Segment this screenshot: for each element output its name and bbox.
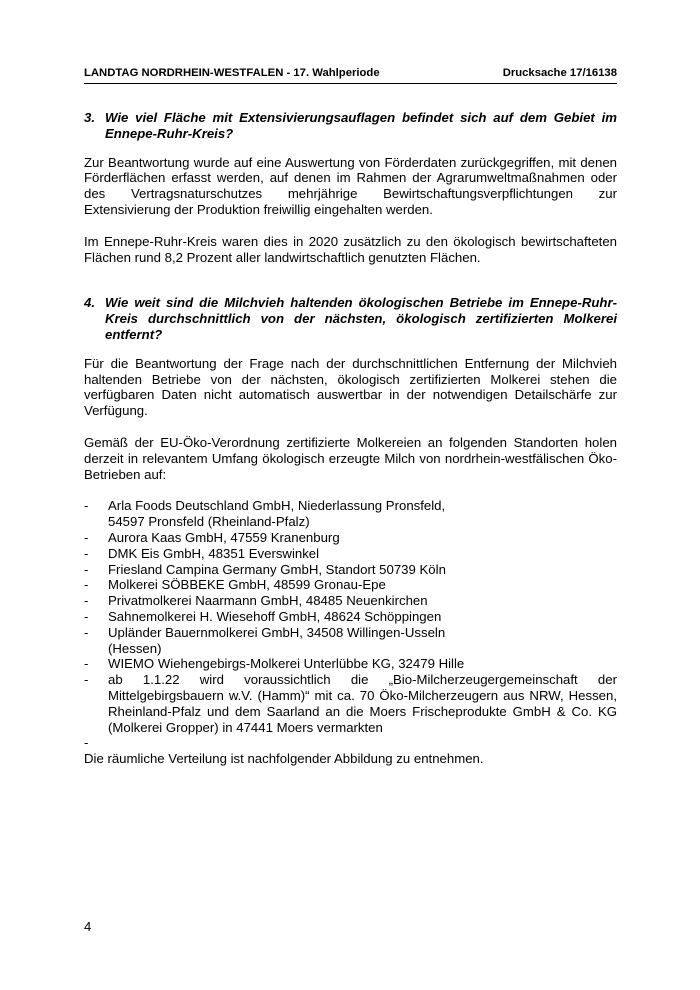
- list-item: [84, 530, 617, 546]
- document-body: [84, 110, 617, 767]
- list-item: [84, 498, 617, 530]
- list-item-text: Arla Foods Deutschland GmbH, Niederlassung Pronsfeld,: [108, 498, 446, 514]
- question-3: [84, 110, 617, 142]
- list-item-text: DMK Eis GmbH, 48351 Everswinkel: [108, 545, 320, 561]
- list-item: [84, 577, 617, 593]
- list-bullet: -: [84, 672, 89, 688]
- list-bullet: -: [84, 608, 89, 624]
- question-4-number: 4.: [84, 295, 95, 311]
- page-number: 4: [84, 919, 92, 934]
- list-item-text: (Hessen): [108, 640, 162, 656]
- list-item: [84, 609, 617, 625]
- list-item-text: WIEMO Wiehengebirgs-Molkerei Unterlübbe KG, 32479 Hille: [108, 656, 465, 672]
- answer-3-paragraph-1: Zur Beantwortung wurde auf eine Auswertung von Förderdaten zurückgegriffen, mit denen Förderflächen erfasst werden, auf denen im Rahmen der Agrarumweltmaßnahmen oder des Vertragsnaturschutzes mehrjährige Bewirtschaftungsverpflichtungen zur Extensivierung der Produktion freiwillig eingehalten werden.: [84, 154, 617, 217]
- dairy-list: [84, 498, 617, 751]
- list-bullet: -: [84, 498, 89, 514]
- header-document-number: Drucksache 17/16138: [502, 67, 617, 79]
- list-bullet: -: [84, 735, 89, 751]
- list-item-text: Privatmolkerei Naarmann GmbH, 48485 Neuenkirchen: [108, 593, 428, 609]
- answer-4-paragraph-2: Gemäß der EU-Öko-Verordnung zertifizierte Molkereien an folgenden Standorten holen derzeit in relevantem Umfang ökologisch erzeugte Milch von nordrhein-westfälischen Öko-Betrieben auf:: [84, 434, 617, 482]
- list-bullet: -: [84, 529, 89, 545]
- closing-sentence: Die räumliche Verteilung ist nachfolgender Abbildung zu entnehmen.: [84, 751, 484, 767]
- list-item: [84, 625, 617, 657]
- list-item: [84, 593, 617, 609]
- answer-3-paragraph-2: Im Ennepe-Ruhr-Kreis waren dies in 2020 zusätzlich zu den ökologisch bewirtschafteten Flächen rund 8,2 Prozent aller landwirtschaftlich genutzten Flächen.: [84, 233, 617, 265]
- list-item: [84, 672, 617, 735]
- list-bullet: -: [84, 577, 89, 593]
- list-item-text: Upländer Bauernmolkerei GmbH, 34508 Willingen-Usseln: [108, 624, 446, 640]
- list-bullet: -: [84, 624, 89, 640]
- list-bullet: -: [84, 561, 89, 577]
- question-3-text: Wie viel Fläche mit Extensivierungsauflagen befindet sich auf dem Gebiet im Ennepe-Ruhr-Kreis?: [105, 110, 617, 141]
- list-bullet: -: [84, 545, 89, 561]
- list-item: [84, 562, 617, 578]
- list-bullet: -: [84, 593, 89, 609]
- list-item-text: ab 1.1.22 wird voraussichtlich die „Bio-Milcherzeugergemeinschaft der Mittelgebirgsbauern w.V. (Hamm)“ mit ca. 70 Öko-Milcherzeugern aus NRW, Hessen, Rheinland-Pfalz und dem Saarland an die Moers Frischeprodukte GmbH & Co. KG (Molkerei Gropper) in 47441 Moers vermarkten: [108, 672, 617, 735]
- header-title: LANDTAG NORDRHEIN-WESTFALEN - 17. Wahlperiode: [84, 67, 380, 79]
- list-item: [84, 656, 617, 672]
- answer-4-paragraph-1: Für die Beantwortung der Frage nach der durchschnittlichen Entfernung der Milchvieh haltenden Betriebe von der nächsten, ökologisch zertifizierten Molkerei stehen die verfügbaren Daten nicht automatisch auswertbar in der notwendigen Detailschärfe zur Verfügung.: [84, 355, 617, 419]
- list-item-text: Sahnemolkerei H. Wiesehoff GmbH, 48624 Schöppingen: [108, 608, 442, 624]
- page-header: [84, 66, 617, 80]
- list-item-text: Aurora Kaas GmbH, 47559 Kranenburg: [108, 529, 340, 545]
- list-item-text: Molkerei SÖBBEKE GmbH, 48599 Gronau-Epe: [108, 577, 386, 593]
- question-4: [84, 295, 617, 342]
- list-item: [84, 546, 617, 562]
- list-item-text: 54597 Pronsfeld (Rheinland-Pfalz): [108, 514, 310, 530]
- list-bullet: -: [84, 656, 89, 672]
- question-3-number: 3.: [84, 110, 95, 125]
- question-4-text: Wie weit sind die Milchvieh haltenden ökologischen Betriebe im Ennepe-Ruhr-Kreis durchschnittlich von der nächsten, ökologisch zertifizierten Molkerei entfernt?: [105, 295, 617, 342]
- header-divider: [84, 83, 617, 84]
- list-item-empty: [84, 735, 617, 751]
- list-item-text: Friesland Campina Germany GmbH, Standort 50739 Köln: [108, 561, 446, 577]
